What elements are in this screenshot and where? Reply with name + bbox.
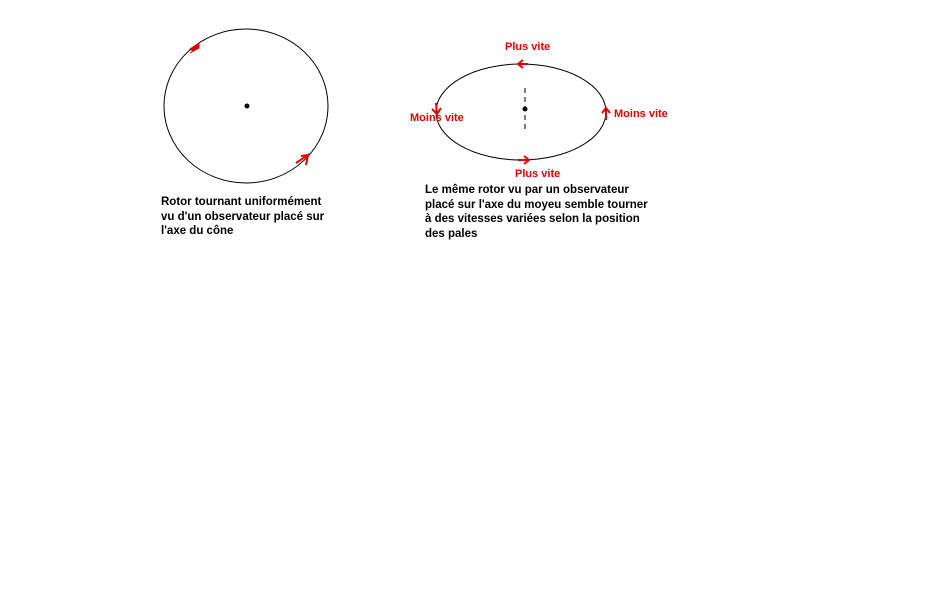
left-caption-line: Rotor tournant uniformément	[161, 196, 322, 208]
right-caption-line: Le même rotor vu par un observateur	[425, 184, 629, 196]
left-caption	[161, 195, 324, 239]
label-plus-vite-bottom: Plus vite	[515, 168, 561, 180]
right-arrow-top	[518, 60, 528, 68]
right-hub-dot	[523, 107, 528, 112]
label-moins-vite-left: Moins vite	[410, 112, 464, 124]
left-caption-line: vu d'un observateur placé sur	[161, 210, 325, 223]
label-moins-vite-right: Moins vite	[614, 108, 668, 120]
right-caption-line: à des vitesses variées selon la position	[425, 213, 640, 225]
left-hub-dot	[245, 104, 250, 109]
right-caption-line: placé sur l'axe du moyeu semble tourner	[425, 198, 648, 211]
right-arrow-bottom	[518, 156, 529, 164]
left-arrow-bottom	[296, 155, 308, 165]
right-arrow-right	[602, 108, 610, 120]
left-caption-line: l'axe du cône	[161, 225, 234, 237]
right-caption-line: des pales	[425, 227, 478, 240]
left-arrow-top	[190, 43, 199, 53]
right-caption	[425, 183, 648, 241]
label-plus-vite-top: Plus vite	[505, 41, 551, 53]
